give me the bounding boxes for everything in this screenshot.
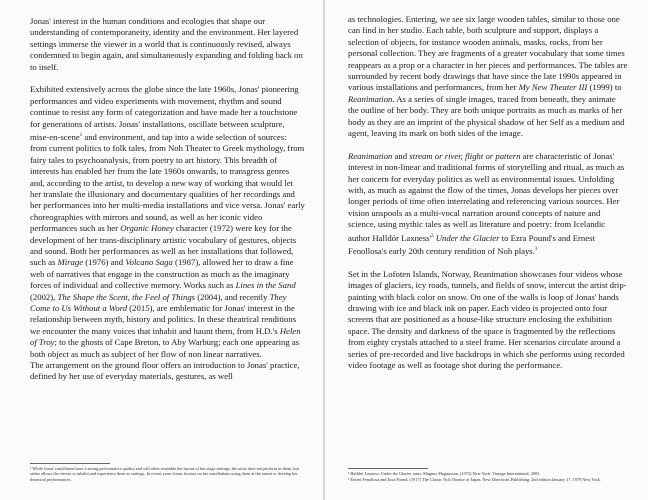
text-run: ; to the ghosts of Cape Breton, to Aby Warburg; each one appearing as both object as much as subject of her flow of non linear narratives. <box>30 337 300 359</box>
work-title: Reanimation <box>348 150 393 161</box>
text-run: (1999) to <box>587 82 622 93</box>
text-run: and environment, and tap into a wide selection of sources: from current politics to folk tales, from Noh Theater to Greek mythology, from fairy tales to psychoanalysis, from poetry to art history. This breadth of interests has enabled her from the late 1960s onwards, to transgress genres and, according to the artist, to develop a new way of working that would let her translate the illusionary and documentary qualities of her recordings and her performances into her multi-media installations and vice versa. Jonas' early choreographies with mirrors and sound, as well as her iconic video performances such as her <box>30 131 305 234</box>
text-run: character (1972) were key for the development of her trans-disciplinary artistic vocabulary of gestures, objects and sound. Both her performances as well as her installations that followed, such as <box>30 223 297 268</box>
right-paragraph-1 <box>348 14 628 139</box>
right-paragraph-2 <box>348 151 628 257</box>
text-run: . As a series of single images, traced from beneath, they animate the outline of her body. They are both unique portraits as much as marks of her body as they are an imprint of the physical shadow of her Self as a medium and agent, leaving its mark on both sides of the image. <box>348 93 625 139</box>
work-title: They Come to Us Without a Word <box>30 291 287 314</box>
text-run: (2002), <box>30 291 58 302</box>
text-run: (1987), allowed her to draw a fine web of narratives that engage in the construction as much as the imaginary forces of individual and collective memory. Works such as <box>30 257 294 291</box>
footnote-3: ³ Ernest Fenollosa and Ezra Pound, (1917) The Classic Noh Theatre of Japan, New Directions Publishing; 2nd edition January 17, 1979 New York. <box>348 476 601 482</box>
work-title: Volcano Saga <box>125 257 173 268</box>
work-title: stream or river, flight or pattern <box>409 150 521 161</box>
left-paragraph-2 <box>30 84 305 360</box>
left-footnotes <box>30 463 307 482</box>
text-run: (1976) and <box>83 257 126 268</box>
work-title: Reanimation <box>348 93 393 104</box>
text-run: to Ezra Pound's and Ernest Fenollosa's early 20th century rendition of Noh plays. <box>348 232 595 256</box>
right-page <box>325 0 648 500</box>
footnote-rule <box>30 463 110 464</box>
footnote-ref: 2 <box>431 233 434 239</box>
text-run: and <box>392 150 410 161</box>
work-title: The Shape the Scent, the Feel of Things <box>57 291 196 302</box>
work-title: Organic Honey <box>120 223 174 234</box>
text-run: are characteristic of Jonas' interest in non-linear and traditional forms of storytelling and ritual, as much as her concern for everyday politics as well as environmental issues. Unfolding with, as much as against the flow of the times, Jonas develops her pieces over longer periods of time often interrelating and referencing various sources. Her vision unspools as a multi-vocal narration around concepts of nature and science, using mythic tales as well as literature and poetry: from Icelandic author Halldór Laxness' <box>348 150 625 243</box>
work-title: Under the Glacier <box>433 232 500 243</box>
footnote-ref: 3 <box>534 247 538 252</box>
footnote-ref: 1 <box>79 133 83 139</box>
footnote-1: ¹ While Jonas' installation have a strong performative quality and will often resemble the layout of her stage settings, the artist does not perform in them, but rather allows the viewer to inhabit and experience them as settings. In recent years Jonas focuses on her installations using them at the outset to develop her theatrical performances. <box>30 466 299 482</box>
work-title: Mirage <box>57 257 84 268</box>
left-page <box>0 0 323 500</box>
text-run: as technologies. Entering, we see six large wooden tables, similar to those one can find in her studio. Each table, both sculpture and support, displays a selection of objects, for instance wooden animals, masks, rocks, from her personal collection. They are fragments of a greater vocabulary that some times reappears as a prop or a character in her pieces and performances. The tables are surrounded by recent body drawings that have since the late 1990s appeared in various installations and performances, from her <box>348 14 628 93</box>
work-title: Lines in the Sand <box>235 280 296 291</box>
text-run: (2015), are emblematic for Jonas' interest in the relationship between myth, history and politics. In these theatrical renditions we encounter the many voices that inhabit and haunt them, from H.D.'s <box>30 303 297 336</box>
footnote-2: ² Halldór Laxness, Under the Glacier trans. Magnus Magnusson, (1972) New York: Vintage International, 2005. <box>348 471 541 477</box>
work-title: My New Theater III <box>518 82 588 93</box>
text-run: Exhibited extensively across the globe since the late 1960s, Jonas' pioneering performances and video experiments with movement, rhythm and sound continue to resist any form of categorization and have made her a touchstone for generations of artists. Jonas' installations, oscillate between sculpture, mise-en-scene <box>30 84 299 142</box>
right-footnotes <box>348 468 630 482</box>
work-title: Helen of Troy <box>30 325 301 348</box>
left-paragraph-3: The arrangement on the ground floor offers an introduction to Jonas' practice, defined by her use of everyday materials, gestures, as well <box>30 360 300 382</box>
footnote-rule <box>348 468 428 469</box>
right-paragraph-3: Set in the Lofoten Islands, Norway, Reanimation showcases four videos whose images of glaciers, icy roads, tunnels, and fields of snow, intercut the artist drip-painting with black color on snow. On one of the walls is loop of Jonas' hands drawing with ice and black ink on paper. Each video is projected onto four screens that are positioned as a house-like structure enclosing the exhibition space. The density and darkness of the space is fragmented by the reflections from eighty crystals attached to a steel frame. Her scenarios circulate around a series of pre-recorded and live backdrops in which she performs using recorded video footage as well as footage shot during the performance. <box>348 268 627 370</box>
text-run: (2004), and recently <box>195 291 270 302</box>
left-paragraph-1: Jonas' interest in the human conditions and ecologies that shape our understanding of contemporaneity, identity and the environment. Her layered settings immerse the viewer in a world that is continuously revised, always condemned to begin again, and simultaneously expanding and folding back on to itself. <box>30 16 303 72</box>
